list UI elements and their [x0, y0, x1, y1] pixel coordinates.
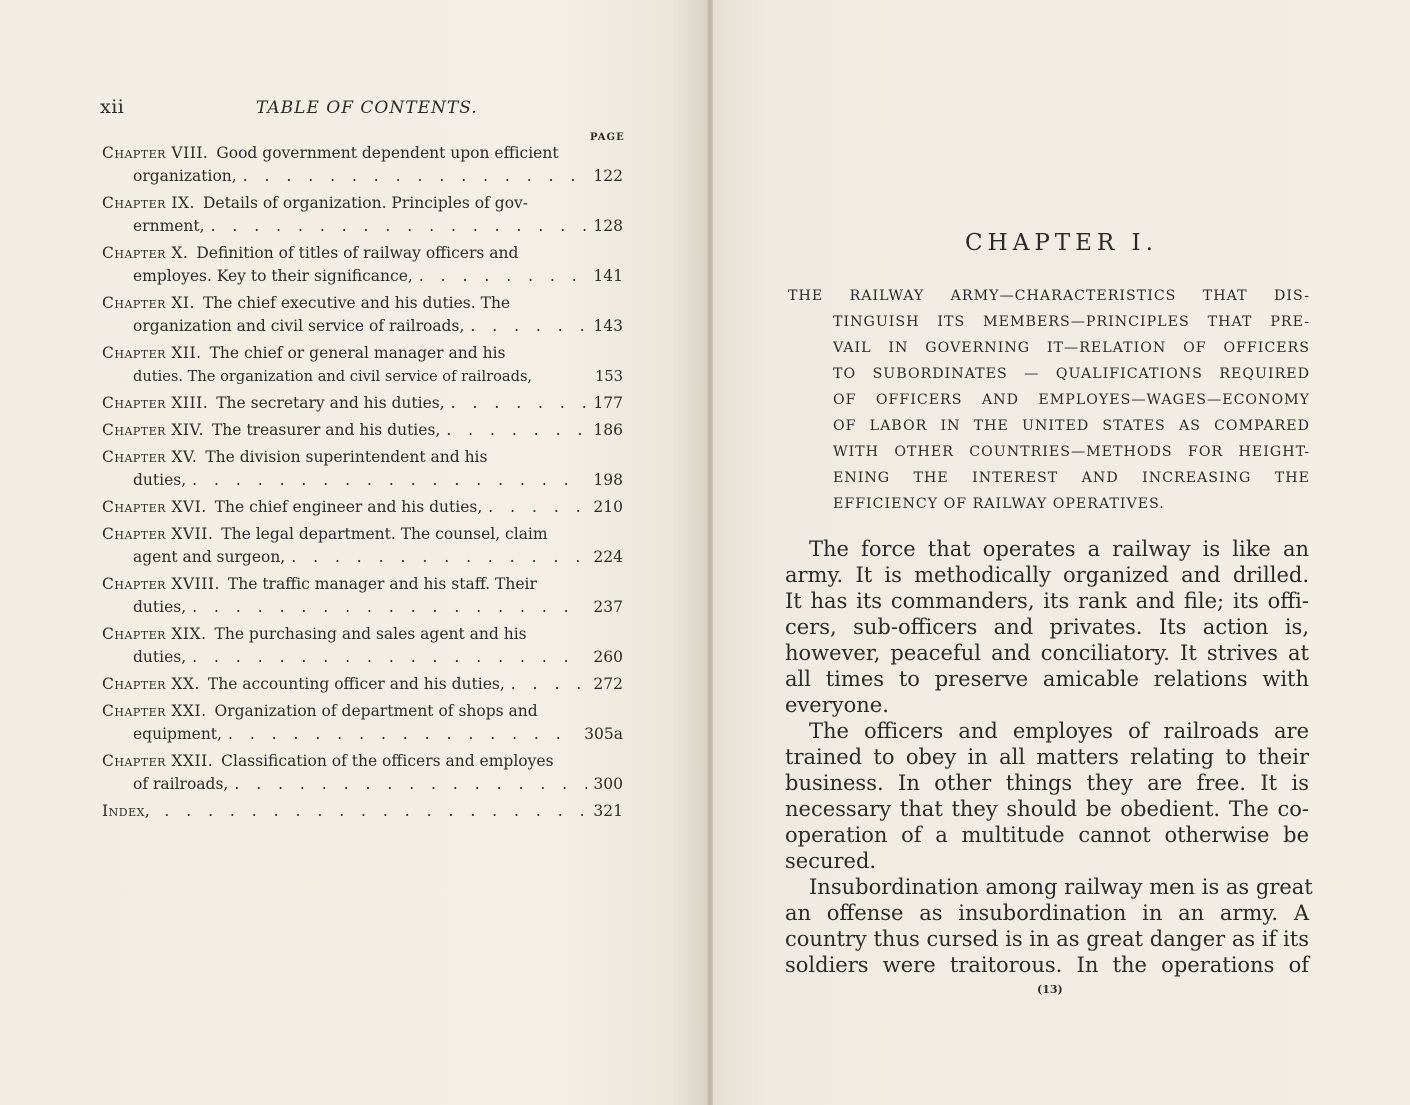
toc-chapter: Chapter XVII.	[102, 525, 214, 543]
toc-title: The chief executive and his duties. The	[202, 294, 511, 312]
toc-page: 186	[593, 421, 623, 439]
summary-line: OF OFFICERS AND EMPLOYES—WAGES—ECONOMY	[833, 392, 1310, 408]
toc-title: The purchasing and sales agent and his	[214, 625, 527, 643]
toc-entry	[102, 342, 623, 388]
page-column-label: PAGE	[590, 132, 625, 143]
toc-title: Classification of the officers and employes	[221, 752, 554, 770]
toc-chapter: Chapter XI.	[102, 294, 195, 312]
toc-chapter: Chapter XXII.	[102, 752, 214, 770]
toc-title: Organization of department of shops and	[214, 702, 538, 720]
toc-title: The treasurer and his duties,	[211, 421, 441, 439]
summary-line: VAIL IN GOVERNING IT—RELATION OF OFFICERS	[833, 340, 1310, 356]
toc-title-cont: organization,	[133, 167, 237, 185]
toc-title-cont: employes. Key to their significance,	[133, 267, 413, 285]
toc-page: 143	[593, 317, 623, 335]
toc-page: 210	[593, 498, 623, 516]
toc-title: Definition of titles of railway officers and	[196, 244, 519, 262]
toc-page: 237	[593, 598, 623, 616]
body-line: The force that operates a railway is like an	[809, 537, 1309, 561]
toc-chapter: Chapter IX.	[102, 194, 195, 212]
body-line: an offense as insubordination in an army. A	[785, 901, 1309, 925]
toc-title-cont: duties,	[133, 598, 187, 616]
summary-line: THE RAILWAY ARMY—CHARACTERISTICS THAT DIS-	[788, 288, 1310, 304]
body-line: Insubordination among railway men is as great	[809, 875, 1313, 899]
body-line: It has its commanders, its rank and file; its offi-	[785, 589, 1309, 613]
body-line: operation of a multitude cannot otherwise be	[785, 823, 1309, 847]
toc-chapter: Chapter XII.	[102, 344, 202, 362]
body-line: army. It is methodically organized and drilled.	[785, 563, 1309, 587]
body-line: trained to obey in all matters relating to their	[785, 745, 1309, 769]
summary-line: ENING THE INTEREST AND INCREASING THE	[833, 470, 1310, 486]
toc-chapter: Chapter XX.	[102, 675, 200, 693]
toc-title-cont: of railroads,	[133, 775, 229, 793]
toc-chapter: Chapter XIII.	[102, 394, 209, 412]
toc-page: 122	[593, 167, 623, 185]
body-line: business. In other things they are free. It is	[785, 771, 1309, 795]
toc-entry-index	[102, 800, 623, 823]
toc-title: The legal department. The counsel, claim	[221, 525, 548, 543]
toc-chapter: Index,	[102, 802, 151, 820]
summary-line: WITH OTHER COUNTRIES—METHODS FOR HEIGHT-	[833, 444, 1310, 460]
toc-entry	[102, 192, 623, 238]
body-line: everyone.	[785, 693, 889, 717]
toc-chapter: Chapter VIII.	[102, 144, 209, 162]
toc-entry	[102, 392, 623, 415]
toc-chapter: Chapter XVI.	[102, 498, 207, 516]
toc-chapter: Chapter XVIII.	[102, 575, 220, 593]
toc-title: The chief engineer and his duties,	[214, 498, 483, 516]
toc-title-cont: ernment,	[133, 217, 205, 235]
toc-page: 260	[593, 648, 623, 666]
toc-page: 198	[593, 471, 623, 489]
page-number: (13)	[1037, 983, 1063, 996]
toc-page: 300	[593, 775, 623, 793]
toc-title-cont: equipment,	[133, 725, 222, 743]
toc-chapter: Chapter XV.	[102, 448, 198, 466]
summary-line: EFFICIENCY OF RAILWAY OPERATIVES.	[833, 496, 1165, 512]
body-line: secured.	[785, 849, 877, 873]
toc-entry	[102, 496, 623, 519]
body-line: soldiers were traitorous. In the operations of	[785, 953, 1309, 977]
table-of-contents	[102, 142, 623, 827]
toc-chapter: Chapter XIV.	[102, 421, 204, 439]
toc-page: 153	[595, 368, 623, 385]
toc-title-cont: organization and civil service of railroads,	[133, 317, 465, 335]
summary-line: TO SUBORDINATES — QUALIFICATIONS REQUIRED	[833, 366, 1310, 382]
toc-title: Details of organization. Principles of gov-	[202, 194, 529, 212]
toc-chapter: Chapter XXI.	[102, 702, 207, 720]
body-line: country thus cursed is in as great danger as if its	[785, 927, 1309, 951]
toc-page: 272	[593, 675, 623, 693]
toc-title-cont: duties. The organization and civil service of railroads,	[133, 368, 533, 385]
body-text	[785, 536, 1313, 978]
toc-title: The division superintendent and his	[205, 448, 488, 466]
toc-entry	[102, 673, 623, 696]
toc-title: The secretary and his duties,	[216, 394, 445, 412]
toc-page: 177	[593, 394, 623, 412]
body-line: The officers and employes of railroads are	[809, 719, 1309, 743]
body-line: all times to preserve amicable relations with	[785, 667, 1309, 691]
toc-entry	[102, 623, 623, 669]
toc-entry	[102, 750, 623, 796]
toc-title: The chief or general manager and his	[209, 344, 506, 362]
toc-entry	[102, 419, 623, 442]
toc-page: 141	[593, 267, 623, 285]
summary-line: TINGUISH ITS MEMBERS—PRINCIPLES THAT PRE-	[833, 314, 1310, 330]
toc-title-cont: duties,	[133, 471, 187, 489]
page-folio: xii	[100, 96, 125, 118]
toc-entry	[102, 242, 623, 288]
chapter-summary	[788, 283, 1310, 517]
toc-title: The traffic manager and his staff. Their	[227, 575, 537, 593]
toc-title: The accounting officer and his duties,	[207, 675, 505, 693]
toc-chapter: Chapter XIX.	[102, 625, 207, 643]
summary-line: OF LABOR IN THE UNITED STATES AS COMPARED	[833, 418, 1310, 434]
toc-entry	[102, 523, 623, 569]
toc-entry	[102, 292, 623, 338]
toc-entry	[102, 142, 623, 188]
toc-entry	[102, 573, 623, 619]
body-line: cers, sub-officers and privates. Its action is,	[785, 615, 1309, 639]
toc-entry	[102, 446, 623, 492]
toc-chapter: Chapter X.	[102, 244, 189, 262]
toc-entry	[102, 700, 623, 746]
toc-page: 305a	[584, 725, 623, 743]
toc-page: 321	[593, 802, 623, 820]
running-head-title: TABLE OF CONTENTS.	[256, 98, 478, 118]
toc-page: 128	[593, 217, 623, 235]
toc-title-cont: duties,	[133, 648, 187, 666]
body-line: necessary that they should be obedient. The co-	[785, 797, 1309, 821]
chapter-heading: CHAPTER I.	[965, 230, 1158, 256]
body-line: however, peaceful and conciliatory. It strives at	[785, 641, 1309, 665]
toc-page: 224	[593, 548, 623, 566]
toc-title-cont: agent and surgeon,	[133, 548, 286, 566]
toc-title: Good government dependent upon efficient	[216, 144, 559, 162]
